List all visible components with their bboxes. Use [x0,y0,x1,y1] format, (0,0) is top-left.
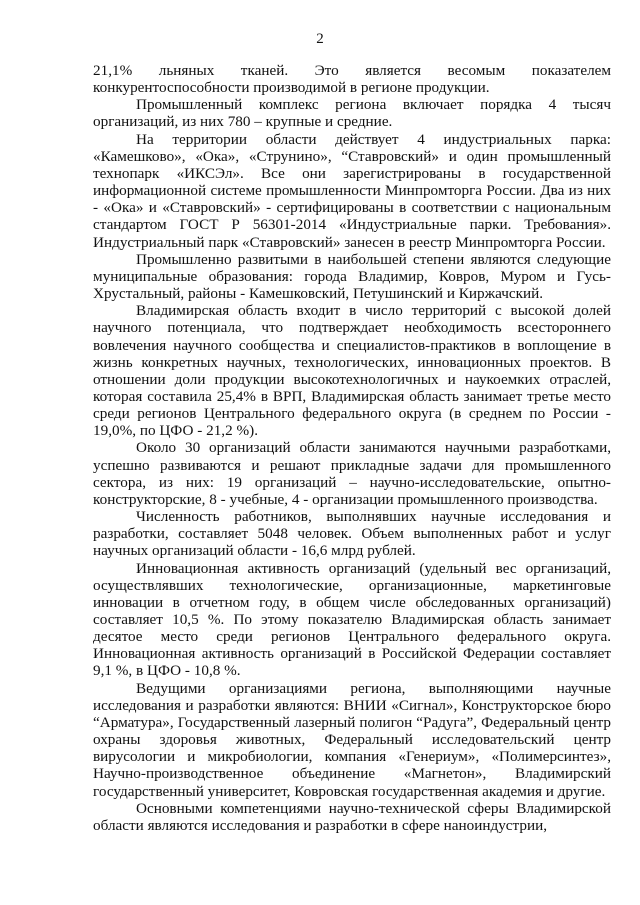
page-number: 2 [316,31,324,47]
paragraph-1: 21,1% льняных тканей. Это является весомым показателем конкурентоспособности производимой в регионе продукции. [93,62,611,97]
paragraph-9: Ведущими организациями региона, выполняющими научные исследования и разработки являются: ВНИИ «Сигнал», Конструкторское бюро “Арматура», Государственный лазерный полигон “Радуга”, Федеральный центр охраны здоровья животных, Федеральный исследовательский центр вирусологии и микробиологии, компания «Генериум», «Полимерсинтез», Научно-производственное объединение «Магнетон», Владимирский государственный университет, Ковровская государственная академия и другие. [93,679,611,800]
paragraph-5: Владимирская область входит в число территорий с высокой долей научного потенциала, что подтверждает необходимость всестороннего вовлечения научного сообщества и специалистов-практиков в воплощение в жизнь конкретных научных, технологических, инновационных проектов. В отношении доли продукции высокотехнологичных и наукоемких отраслей, которая составила 25,4% в ВРП, Владимирская область занимает третье место среди регионов Центрального федерального округа (в среднем по России - 19,0%, по ЦФО - 21,2 %). [93,302,611,440]
paragraph-2: Промышленный комплекс региона включает порядка 4 тысяч организаций, из них 780 – крупные и средние. [93,96,611,131]
paragraph-4: Промышленно развитыми в наибольшей степени являются следующие муниципальные образования: города Владимир, Ковров, Муром и Гусь-Хрустальный, районы - Камешковский, Петушинский и Киржачский. [93,250,611,303]
paragraph-3: На территории области действует 4 индустриальных парка: «Камешково», «Ока», «Струнино», “Ставровский» и один промышленный технопарк «ИКСЭл». Все они зарегистрированы в государственной информационной системе промышленности Минпромторга России. Два из них - «Ока» и «Ставровский» - сертифицированы в соответствии с национальным стандартом ГОСТ Р 56301-2014 «Индустриальные парки. Требования». Индустриальный парк «Ставровский» занесен в реестр Минпромторга России. [93,130,611,251]
paragraph-7: Численность работников, выполнявших научные исследования и разработки, составляет 5048 человек. Объем выполненных работ и услуг научных организаций области - 16,6 млрд рублей. [93,508,611,560]
paragraph-8: Инновационная активность организаций (удельный вес организаций, осуществлявших технологические, организационные, маркетинговые инновации в отчетном году, в общем числе обследованных организаций) составляет 10,5 %. По этому показателю Владимирская область занимает десятое место среди регионов Центрального федерального округа. Инновационная активность организаций в Российской Федерации составляет 9,1 %, в ЦФО - 10,8 %. [93,559,611,680]
paragraph-6: Около 30 организаций области занимаются научными разработками, успешно развиваются и решают прикладные задачи для промышленного сектора, из них: 19 организаций – научно-исследовательские, опытно-конструкторские, 8 - учебные, 4 - организации промышленного производства. [93,439,611,508]
paragraph-10: Основными компетенциями научно-технической сферы Владимирской области являются исследования и разработки в сфере наноиндустрии, [93,799,611,834]
document-body [93,62,611,834]
